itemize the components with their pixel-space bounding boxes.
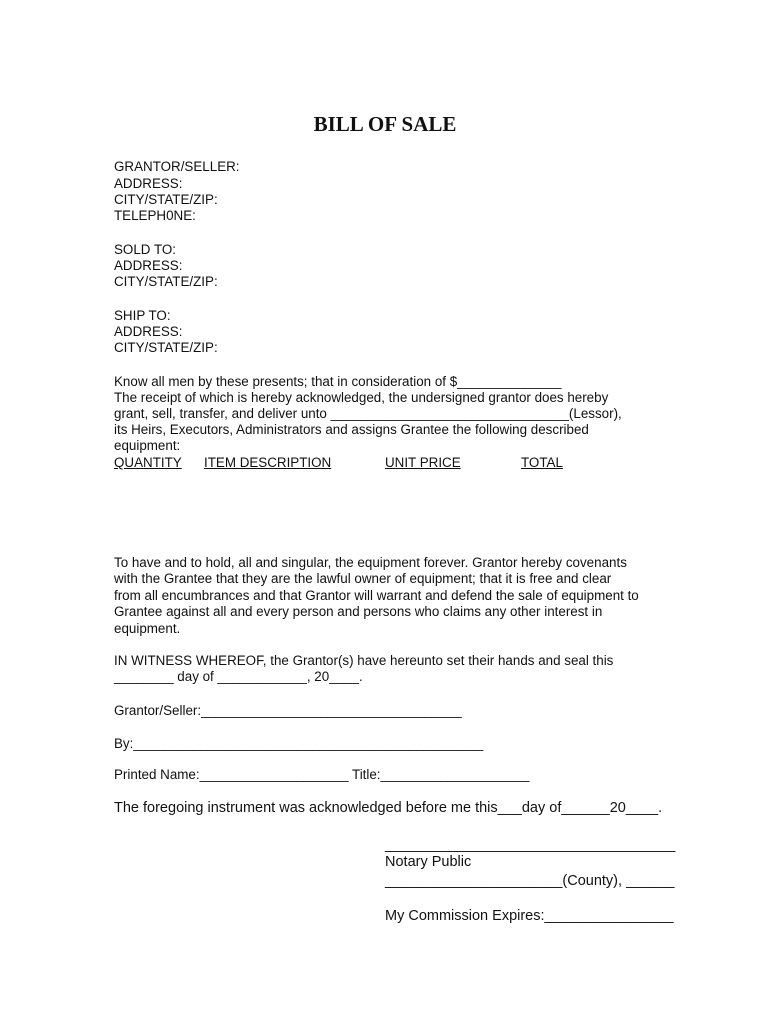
consideration-line-4: its Heirs, Executors, Administrators and assigns Grantee the following described xyxy=(114,422,589,437)
header-quantity: QUANTITY xyxy=(114,455,182,470)
sold-to-label: SOLD TO: xyxy=(114,242,177,257)
notary-county-line: ______________________(County), ______ xyxy=(385,873,675,889)
ship-to-label: SHIP TO: xyxy=(114,308,171,323)
consideration-line-5: equipment: xyxy=(114,438,181,453)
covenant-line-2: with the Grantee that they are the lawful owner of equipment; that it is free and clear xyxy=(114,571,612,586)
printed-name-title-line: Printed Name:____________________ Title:____________________ xyxy=(114,767,530,782)
header-total: TOTAL xyxy=(521,455,563,470)
covenant-line-4: Grantee against all and every person and persons who claims any other interest in xyxy=(114,604,603,619)
notary-public-label: Notary Public xyxy=(385,854,472,870)
covenant-line-5: equipment. xyxy=(114,621,181,636)
sold-to-city-label: CITY/STATE/ZIP: xyxy=(114,274,218,289)
header-item-description: ITEM DESCRIPTION xyxy=(204,455,332,470)
by-signature-line: By:_______________________________________________ xyxy=(114,736,484,751)
grantor-city-label: CITY/STATE/ZIP: xyxy=(114,192,218,207)
grantor-seller-label: GRANTOR/SELLER: xyxy=(114,159,240,174)
header-unit-price: UNIT PRICE xyxy=(385,455,461,470)
covenant-line-3: from all encumbrances and that Grantor will warrant and defend the sale of equipment to xyxy=(114,588,639,603)
witness-line-2: ________ day of ____________, 20____. xyxy=(114,669,363,684)
commission-expires-line: My Commission Expires:________________ xyxy=(385,908,674,924)
ship-to-address-label: ADDRESS: xyxy=(114,324,183,339)
acknowledgement-line: The foregoing instrument was acknowledged before me this___day of______20____. xyxy=(114,800,663,816)
consideration-line-2: The receipt of which is hereby acknowledged, the undersigned grantor does hereby xyxy=(114,390,609,405)
consideration-line-3: grant, sell, transfer, and deliver unto ________________________________(Lessor), xyxy=(114,406,622,421)
covenant-line-1: To have and to hold, all and singular, the equipment forever. Grantor hereby covenants xyxy=(114,555,627,570)
document-title: BILL OF SALE xyxy=(313,112,457,136)
notary-signature-line: ____________________________________ xyxy=(385,837,676,853)
grantor-phone-label: TELEPH0NE: xyxy=(114,208,196,223)
consideration-line-1: Know all men by these presents; that in consideration of $______________ xyxy=(114,374,562,389)
grantor-signature-line: Grantor/Seller:___________________________________ xyxy=(114,703,462,718)
grantor-address-label: ADDRESS: xyxy=(114,176,183,191)
ship-to-city-label: CITY/STATE/ZIP: xyxy=(114,340,218,355)
witness-line-1: IN WITNESS WHEREOF, the Grantor(s) have hereunto set their hands and seal this xyxy=(114,653,614,668)
sold-to-address-label: ADDRESS: xyxy=(114,258,183,273)
